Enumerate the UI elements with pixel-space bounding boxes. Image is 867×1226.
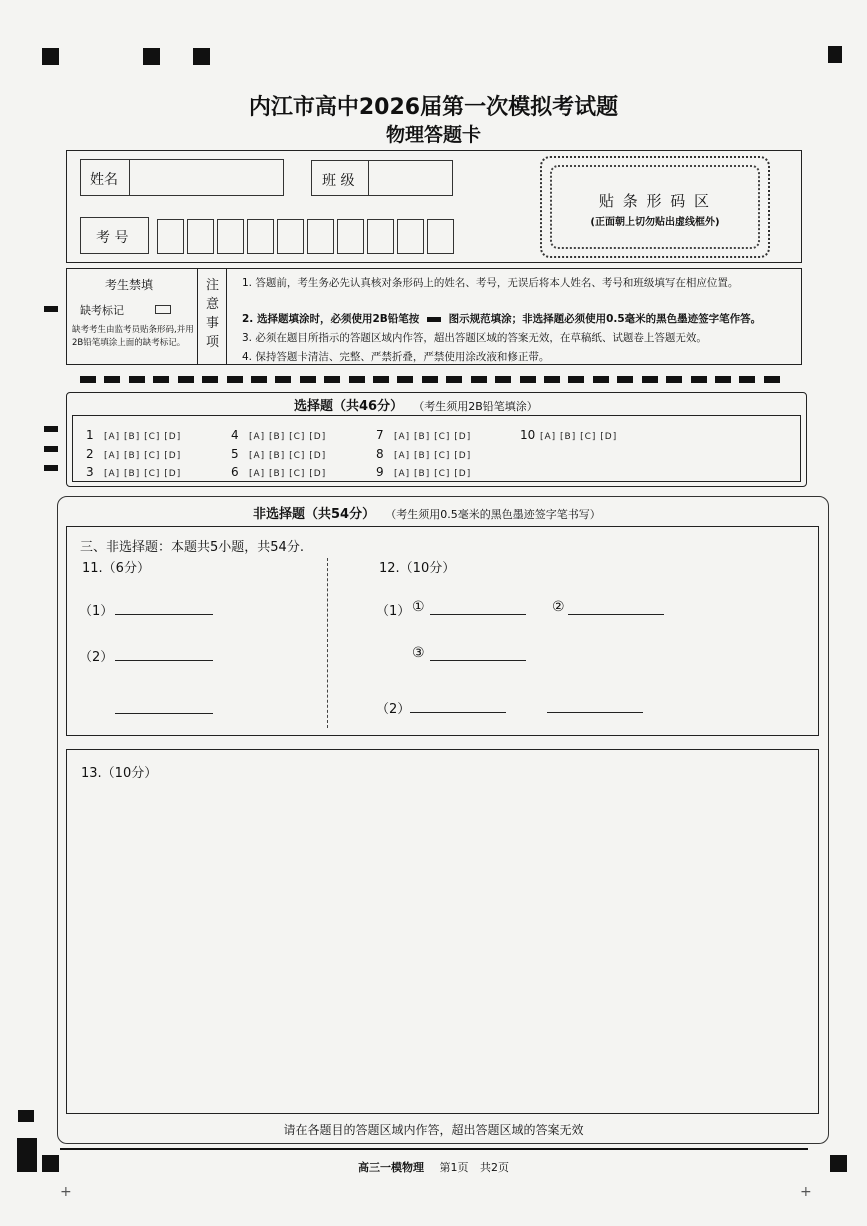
crosshair-mark: + <box>800 1184 812 1200</box>
nonchoice-title-text: 非选择题（共54分） <box>253 507 376 522</box>
separator-dash <box>397 376 413 383</box>
q11-part2-answer-a[interactable] <box>115 660 213 661</box>
crosshair-mark: + <box>60 1184 72 1200</box>
separator-dash <box>178 376 194 383</box>
choice-question-5[interactable] <box>231 443 326 462</box>
choice-number: 6 <box>231 465 239 479</box>
notice-item-4: 4. 保持答题卡清洁、完整、严禁折叠，严禁使用涂改液和修正带。 <box>242 351 550 363</box>
choice-options[interactable]: [A] [B] [C] [D] <box>394 451 472 461</box>
choice-options[interactable]: [A] [B] [C] [D] <box>104 469 182 479</box>
timing-mark <box>44 446 58 452</box>
choice-question-9[interactable] <box>376 461 471 480</box>
side-char: 意 <box>206 297 220 312</box>
choice-number: 9 <box>376 465 384 479</box>
nonchoice-note: （考生须用0.5毫米的黑色墨迹签字笔书写） <box>385 508 601 521</box>
choice-options[interactable]: [A] [B] [C] [D] <box>249 451 327 461</box>
separator-dash <box>373 376 389 383</box>
choice-number: 2 <box>86 447 94 461</box>
choice-number: 5 <box>231 447 239 461</box>
choice-number: 3 <box>86 465 94 479</box>
separator-dash <box>275 376 291 383</box>
absent-note: 缺考考生由监考员贴条形码,并用2B铅笔填涂上面的缺考标记。 <box>72 325 194 348</box>
footer-page: 第1页 <box>439 1161 469 1174</box>
footer <box>0 1159 867 1175</box>
nonchoice-title <box>253 503 601 522</box>
name-field[interactable] <box>129 159 284 196</box>
q12-blank-2[interactable] <box>568 614 664 615</box>
timing-mark <box>44 426 58 432</box>
q12-part2-blank-a[interactable] <box>410 712 506 713</box>
choice-question-3[interactable] <box>86 461 181 480</box>
side-char: 项 <box>206 335 220 350</box>
separator-dash <box>715 376 731 383</box>
barcode-note: (正面朝上切勿贴出虚线框外) <box>590 217 720 228</box>
choice-question-4[interactable] <box>231 424 326 443</box>
exam-no-label-cell <box>80 217 149 254</box>
footer-course: 高三一模物理 <box>358 1161 424 1174</box>
separator-dash <box>300 376 316 383</box>
name-label: 姓名 <box>90 172 118 188</box>
barcode-title: 贴 条 形 码 区 <box>598 192 712 210</box>
choice-question-6[interactable] <box>231 461 326 480</box>
separator-dash <box>544 376 560 383</box>
q11-q12-divider <box>327 558 328 728</box>
timing-mark <box>42 48 59 65</box>
separator-dash <box>520 376 536 383</box>
name-label-cell <box>80 159 130 196</box>
separator-dash <box>471 376 487 383</box>
notice-side-label <box>206 276 220 352</box>
exam-number-digit-box[interactable] <box>397 219 424 254</box>
q11-part1-label: （1） <box>79 604 114 619</box>
separator-dash <box>495 376 511 383</box>
forbidden-divider <box>197 269 198 364</box>
q12-circle-1: ① <box>412 599 425 615</box>
barcode-area <box>540 156 770 258</box>
exam-number-digit-box[interactable] <box>337 219 364 254</box>
separator-dash <box>666 376 682 383</box>
footer-total: 共2页 <box>480 1161 509 1174</box>
exam-number-digit-box[interactable] <box>367 219 394 254</box>
notice-item-2a: 2. 选择题填涂时，必须使用2B铅笔按 <box>242 313 420 325</box>
choice-options[interactable]: [A] [B] [C] [D] <box>394 469 472 479</box>
q12-circle-3: ③ <box>412 645 425 661</box>
choice-number: 7 <box>376 428 384 442</box>
separator-dash <box>422 376 438 383</box>
class-label-cell <box>311 160 369 196</box>
class-field[interactable] <box>368 160 453 196</box>
separator-dash <box>691 376 707 383</box>
choice-question-2[interactable] <box>86 443 181 462</box>
footer-rule <box>60 1148 808 1150</box>
choice-question-8[interactable] <box>376 443 471 462</box>
separator-dash <box>129 376 145 383</box>
q12-heading: 12.（10分） <box>379 561 456 576</box>
separator-dash <box>349 376 365 383</box>
q12-blank-1[interactable] <box>430 614 526 615</box>
separator-dash <box>227 376 243 383</box>
timing-mark <box>193 48 210 65</box>
q12-circle-2: ② <box>552 599 565 615</box>
exam-number-digit-box[interactable] <box>157 219 184 254</box>
choice-number: 4 <box>231 428 239 442</box>
side-char: 事 <box>206 316 220 331</box>
separator-dash <box>104 376 120 383</box>
separator-dash <box>80 376 96 383</box>
q13-heading: 13.（10分） <box>81 766 158 781</box>
choice-title <box>294 395 538 414</box>
q12-blank-3[interactable] <box>430 660 526 661</box>
choice-number: 10 <box>520 428 536 442</box>
separator-dash <box>642 376 658 383</box>
timing-mark <box>828 46 842 63</box>
exam-no-label: 考 号 <box>96 230 129 246</box>
choice-options[interactable]: [A] [B] [C] [D] <box>249 432 327 442</box>
q11-heading: 11.（6分） <box>82 561 150 576</box>
choice-options[interactable]: [A] [B] [C] [D] <box>394 432 472 442</box>
choice-options[interactable]: [A] [B] [C] [D] <box>104 432 182 442</box>
choice-title-text: 选择题（共46分） <box>294 399 404 414</box>
section-heading: 三、非选择题：本题共5小题，共54分. <box>80 540 304 555</box>
exam-number-digit-box[interactable] <box>217 219 244 254</box>
absent-mark-label: 缺考标记 <box>80 304 124 317</box>
notice-item-2b: 图示规范填涂；非选择题必须使用0.5毫米的黑色墨迹签字笔作答。 <box>448 313 762 325</box>
q12-part2-label: （2） <box>376 702 411 717</box>
choice-number: 1 <box>86 428 94 442</box>
choice-options[interactable]: [A] [B] [C] [D] <box>104 451 182 461</box>
separator-dash <box>202 376 218 383</box>
q12-part2-blank-b[interactable] <box>547 712 643 713</box>
separator-dash <box>617 376 633 383</box>
choice-question-10[interactable] <box>520 424 617 443</box>
dashed-separator <box>80 376 780 383</box>
sheet-subtitle: 物理答题卡 <box>385 124 481 146</box>
choice-question-7[interactable] <box>376 424 471 443</box>
forbidden-title: 考生禁填 <box>105 278 154 292</box>
q11-part2-label: （2） <box>79 650 114 665</box>
fill-sample-icon <box>427 317 441 322</box>
exam-number-digit-box[interactable] <box>187 219 214 254</box>
exam-number-digit-box[interactable] <box>247 219 274 254</box>
choice-number: 8 <box>376 447 384 461</box>
absent-mark-box[interactable] <box>155 305 171 314</box>
answer-area-note: 请在各题目的答题区域内作答，超出答题区域的答案无效 <box>283 1123 584 1137</box>
separator-dash <box>593 376 609 383</box>
separator-dash <box>153 376 169 383</box>
choice-note: （考生须用2B铅笔填涂） <box>413 400 538 413</box>
side-divider <box>226 269 227 364</box>
separator-dash <box>446 376 462 383</box>
choice-question-1[interactable] <box>86 424 181 443</box>
timing-mark <box>44 306 58 312</box>
separator-dash <box>739 376 755 383</box>
notice-item-2 <box>242 311 802 326</box>
exam-title: 内江市高中2026届第一次模拟考试题 <box>248 95 619 120</box>
q12-part1-label: （1） <box>376 604 411 619</box>
q11-part1-answer[interactable] <box>115 614 213 615</box>
notice-item-3: 3. 必须在题目所指示的答题区域内作答，超出答题区域的答案无效，在草稿纸、试题卷上答题无效。 <box>242 332 707 344</box>
q13-box[interactable] <box>66 749 819 1114</box>
exam-number-digit-box[interactable] <box>277 219 304 254</box>
timing-mark <box>143 48 160 65</box>
side-char: 注 <box>206 278 220 293</box>
separator-dash <box>324 376 340 383</box>
exam-number-digit-box[interactable] <box>307 219 334 254</box>
separator-dash <box>251 376 267 383</box>
choice-options[interactable]: [A] [B] [C] [D] <box>540 432 618 442</box>
class-label: 班 级 <box>322 173 355 189</box>
choice-options[interactable]: [A] [B] [C] [D] <box>249 469 327 479</box>
exam-number-digit-box[interactable] <box>427 219 454 254</box>
separator-dash <box>764 376 780 383</box>
q11-part2-answer-b[interactable] <box>115 713 213 714</box>
separator-dash <box>568 376 584 383</box>
timing-mark <box>44 465 58 471</box>
notice-item-1: 1. 答题前，考生务必先认真核对条形码上的姓名、考号，无误后将本人姓名、考号和班级填写在相应位置。 <box>242 277 739 289</box>
